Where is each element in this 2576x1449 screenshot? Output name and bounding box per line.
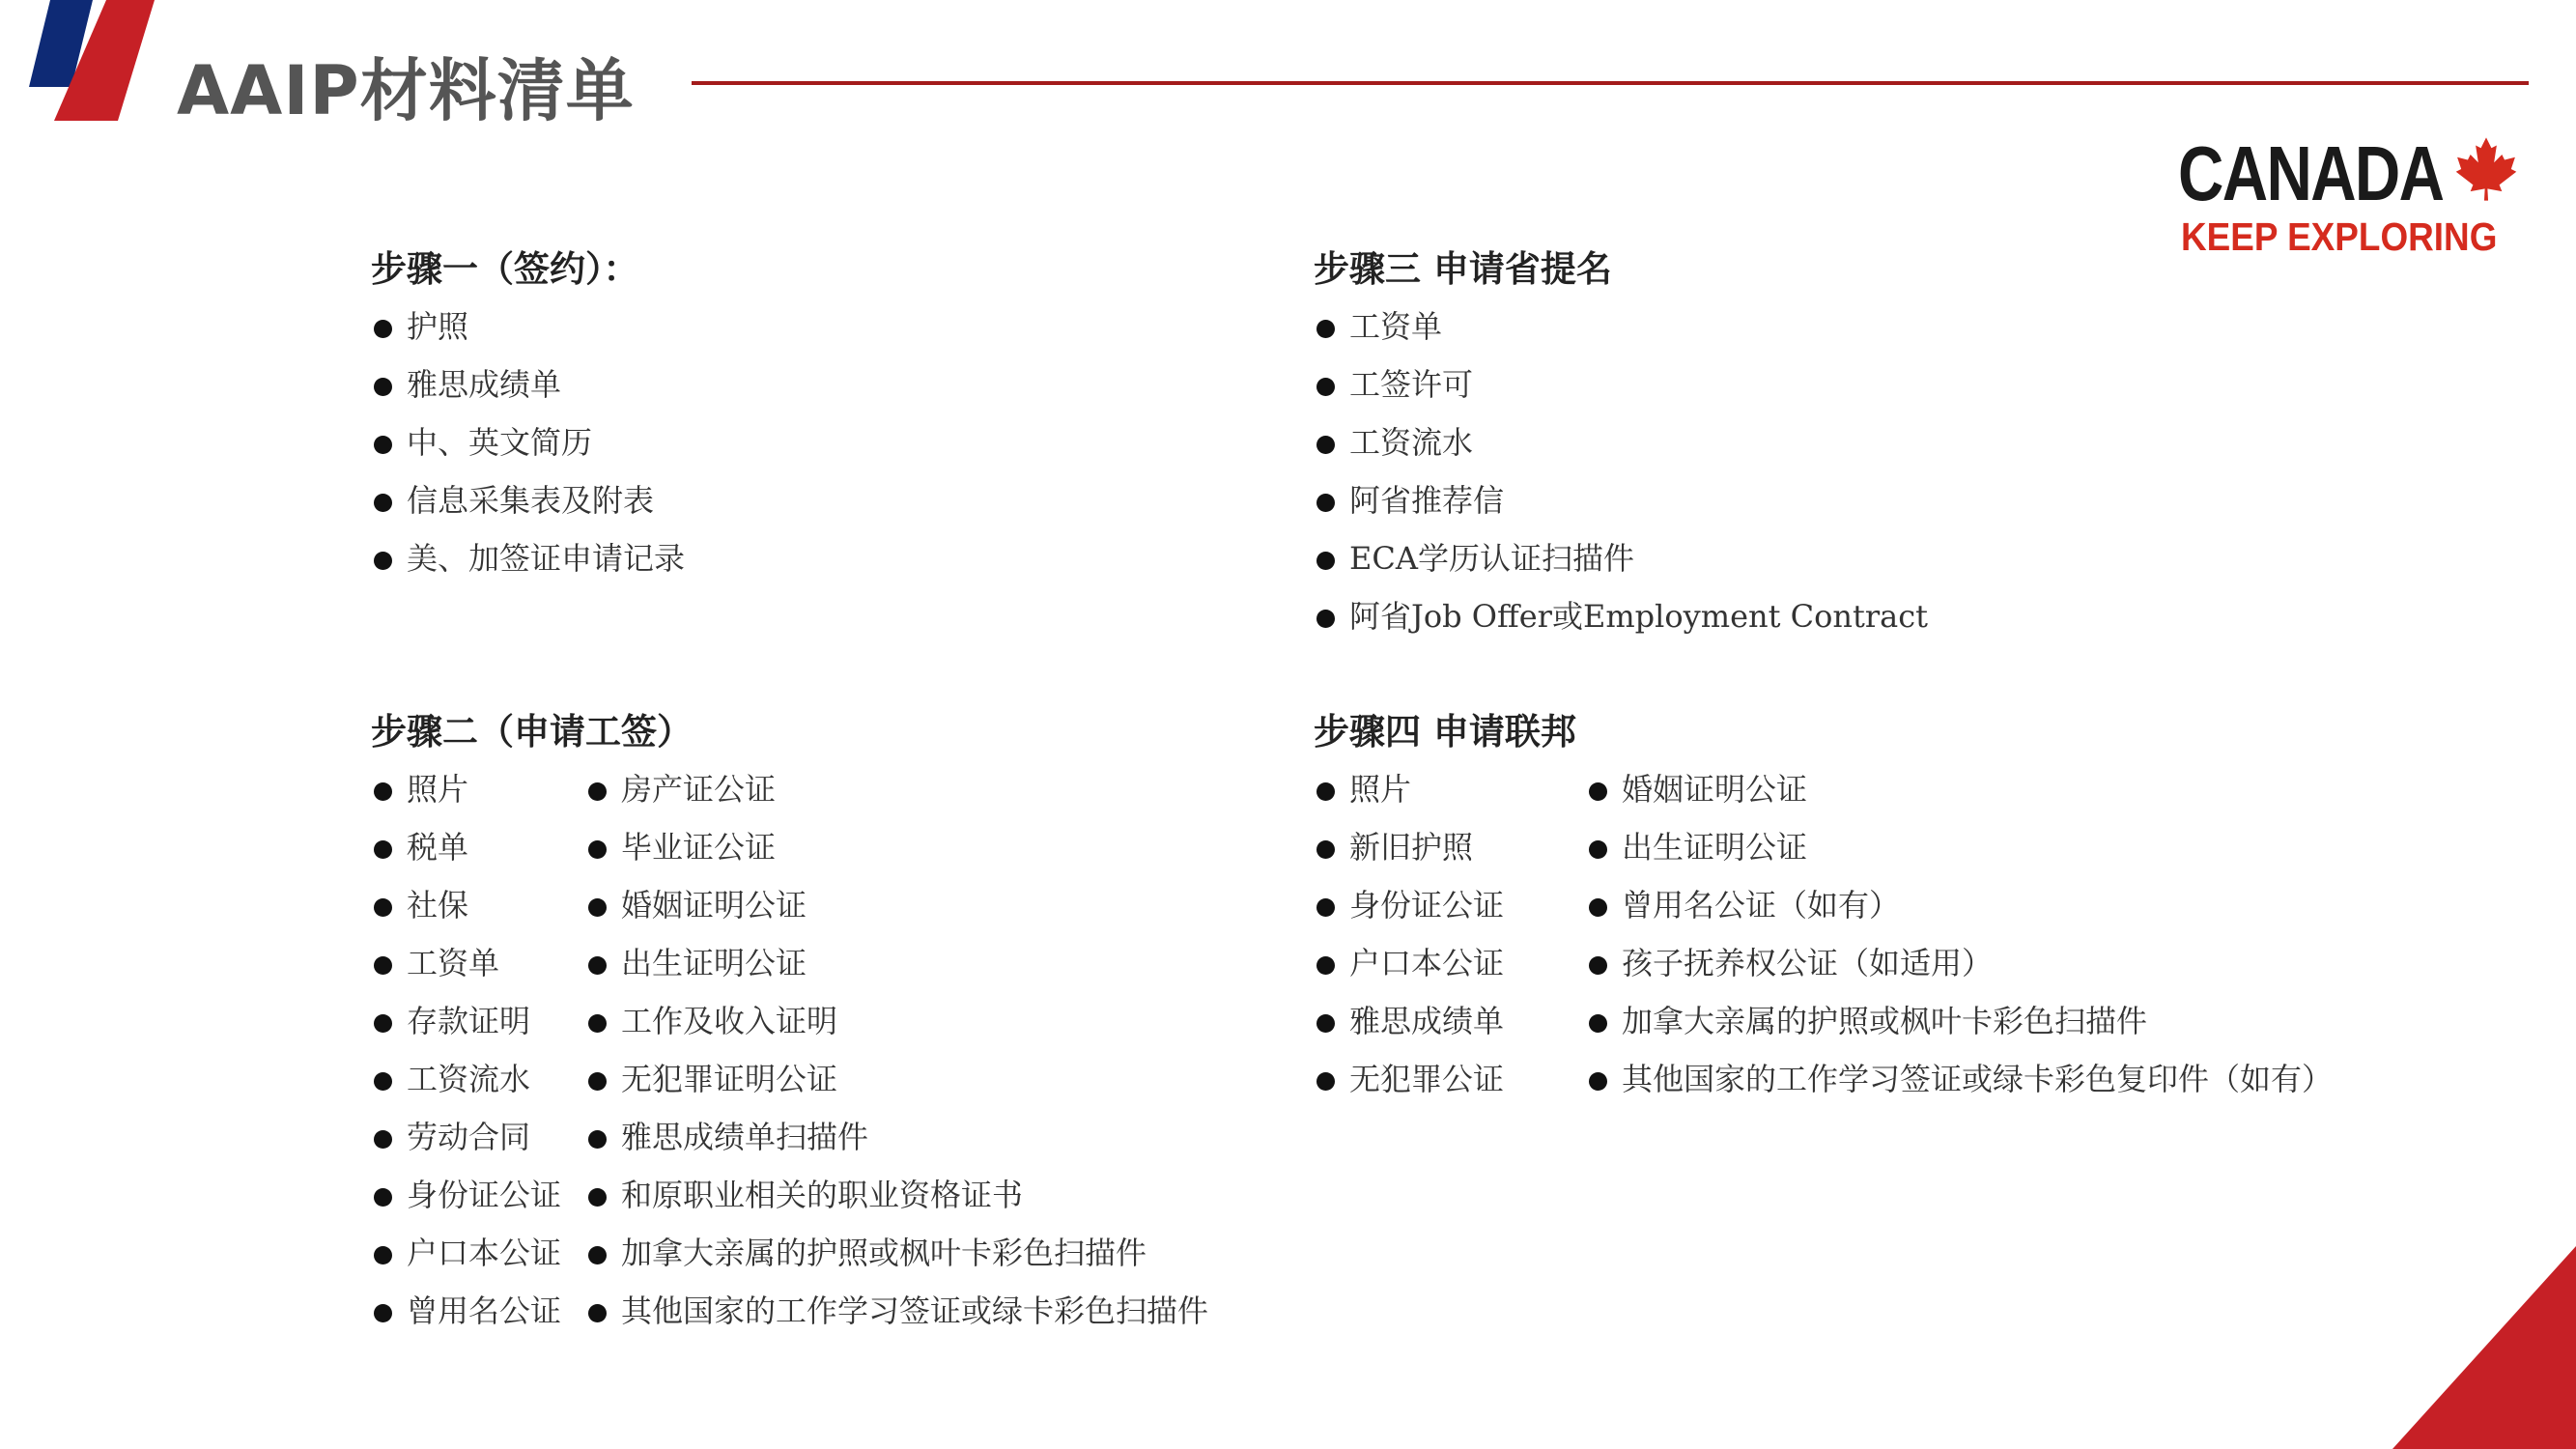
list-item: 身份证公证 xyxy=(371,1172,585,1230)
list-item: 和原职业相关的职业资格证书 xyxy=(585,1172,1208,1230)
list-item: 中、英文简历 xyxy=(371,419,685,477)
list-item: 税单 xyxy=(371,824,585,882)
list-item: 照片 xyxy=(371,766,585,824)
list-item: 工资单 xyxy=(1314,303,1928,361)
list-item: 雅思成绩单 xyxy=(371,361,685,419)
list-item: 工资流水 xyxy=(1314,419,1928,477)
step4-list-left xyxy=(1314,766,1586,1114)
list-item: 婚姻证明公证 xyxy=(585,882,1208,940)
list-item: 护照 xyxy=(371,303,685,361)
step4-heading: 步骤四 申请联邦 xyxy=(1314,710,1576,753)
list-item: 新旧护照 xyxy=(1314,824,1586,882)
list-item: 户口本公证 xyxy=(1314,940,1586,998)
list-item: 工签许可 xyxy=(1314,361,1928,419)
list-item: 房产证公证 xyxy=(585,766,1208,824)
list-item: ECA学历认证扫描件 xyxy=(1314,535,1928,593)
list-item: 劳动合同 xyxy=(371,1114,585,1172)
list-item: 出生证明公证 xyxy=(585,940,1208,998)
list-item: 工作及收入证明 xyxy=(585,998,1208,1056)
list-item: 曾用名公证 xyxy=(371,1288,585,1346)
step2-list-left xyxy=(371,766,585,1346)
step2-list-right xyxy=(585,766,1208,1346)
step3-heading: 步骤三 申请省提名 xyxy=(1314,247,1612,290)
step3-section xyxy=(1314,245,1928,651)
brand-wordmark: CANADA xyxy=(2178,130,2444,216)
list-item: 无犯罪公证 xyxy=(1314,1056,1586,1114)
step1-list xyxy=(371,303,685,593)
maple-leaf-icon xyxy=(2453,135,2519,203)
title-divider xyxy=(692,81,2529,85)
list-item: 信息采集表及附表 xyxy=(371,477,685,535)
list-item: 社保 xyxy=(371,882,585,940)
list-item: 存款证明 xyxy=(371,998,585,1056)
list-item: 孩子抚养权公证（如适用） xyxy=(1586,940,2333,998)
step1-heading: 步骤一（签约）： xyxy=(371,247,639,290)
list-item: 阿省Job Offer或Employment Contract xyxy=(1314,593,1928,651)
step4-list-right xyxy=(1586,766,2333,1114)
step2-heading: 步骤二（申请工签） xyxy=(371,710,693,753)
list-item: 曾用名公证（如有） xyxy=(1586,882,2333,940)
list-item: 工资流水 xyxy=(371,1056,585,1114)
list-item: 其他国家的工作学习签证或绿卡彩色复印件（如有） xyxy=(1586,1056,2333,1114)
corner-stripes-decoration xyxy=(0,0,184,126)
step1-section xyxy=(371,245,685,593)
step2-section xyxy=(371,708,1208,1346)
list-item: 照片 xyxy=(1314,766,1586,824)
list-item: 美、加签证申请记录 xyxy=(371,535,685,593)
list-item: 婚姻证明公证 xyxy=(1586,766,2333,824)
list-item: 阿省推荐信 xyxy=(1314,477,1928,535)
list-item: 其他国家的工作学习签证或绿卡彩色扫描件 xyxy=(585,1288,1208,1346)
list-item: 雅思成绩单扫描件 xyxy=(585,1114,1208,1172)
step3-list xyxy=(1314,303,1928,651)
list-item: 毕业证公证 xyxy=(585,824,1208,882)
list-item: 身份证公证 xyxy=(1314,882,1586,940)
step4-section xyxy=(1314,708,2333,1114)
brand-tagline: KEEP EXPLORING xyxy=(2181,214,2498,259)
list-item: 户口本公证 xyxy=(371,1230,585,1288)
list-item: 出生证明公证 xyxy=(1586,824,2333,882)
canada-keep-exploring-logo xyxy=(2178,130,2520,259)
list-item: 加拿大亲属的护照或枫叶卡彩色扫描件 xyxy=(585,1230,1208,1288)
corner-triangle-decoration xyxy=(2392,1246,2576,1449)
list-item: 无犯罪证明公证 xyxy=(585,1056,1208,1114)
list-item: 工资单 xyxy=(371,940,585,998)
list-item: 雅思成绩单 xyxy=(1314,998,1586,1056)
page-title: AAIP材料清单 xyxy=(177,51,635,130)
list-item: 加拿大亲属的护照或枫叶卡彩色扫描件 xyxy=(1586,998,2333,1056)
